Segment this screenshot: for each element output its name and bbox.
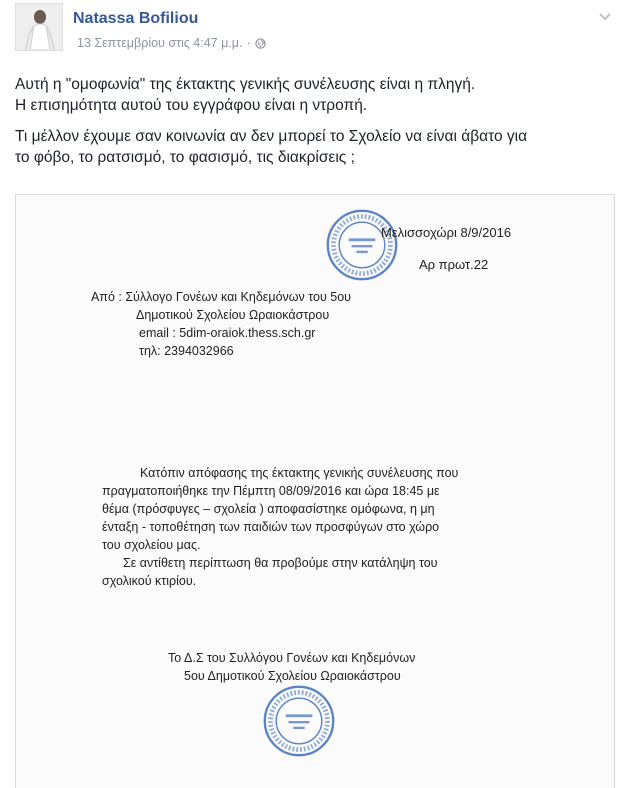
document-place-date: Μελισσοχώρι 8/9/2016 — [381, 225, 512, 240]
document-phone: τηλ: 2394032966 — [139, 344, 234, 358]
post-header — [15, 3, 615, 55]
post-meta — [77, 36, 266, 50]
post-text-line: Η επισημότητα αυτού του εγγράφου είναι η ντροπή. — [15, 97, 368, 114]
document-body-line: Κατόπιν απόφασης της έκτακτης γενικής συνέλευσης που — [140, 466, 459, 480]
post-options-button[interactable] — [597, 9, 613, 25]
document-signature-line: Το Δ.Σ του Συλλόγου Γονέων και Κηδεμόνων — [168, 651, 416, 665]
document-protocol-number: Αρ πρωτ.22 — [419, 257, 489, 272]
stamp-top — [324, 207, 400, 283]
post-text-line: Τι μέλλον έχουμε σαν κοινωνία αν δεν μπορεί το Σχολείο να είναι άβατο για — [15, 128, 528, 145]
post-text — [15, 74, 610, 178]
document-body-line: θέμα (πρόσφυγες – σχολεία ) αποφασίστηκε ομόφωνα, η μη — [102, 502, 435, 516]
document-signature-line: 5ου Δημοτικού Σχολείου Ωραιοκάστρου — [184, 669, 401, 683]
post-timestamp[interactable]: 13 Σεπτεμβρίου στις 4:47 μ.μ. — [77, 36, 243, 50]
meta-separator: · — [246, 36, 251, 50]
document-from-line: Δημοτικού Σχολείου Ωραιοκάστρου — [136, 308, 330, 322]
author-avatar[interactable] — [15, 3, 63, 51]
document-body-line: πραγματοποιήθηκε την Πέμπτη 08/09/2016 και ώρα 18:45 με — [102, 484, 440, 498]
post-text-line: το φόβο, το ρατσισμό, το φασισμό, τις διακρίσεις ; — [15, 149, 355, 166]
stamp-bottom — [261, 683, 337, 759]
document-body-line: ένταξη - τοποθέτηση των παιδιών των προσφύγων στο χώρο — [102, 520, 440, 534]
document-from-line: Από : Σύλλογο Γονέων και Κηδεμόνων του 5ου — [91, 290, 352, 304]
attached-photo[interactable] — [15, 194, 615, 788]
avatar-image — [16, 4, 62, 50]
document-body-line: Σε αντίθετη περίπτωση θα προβούμε στην κατάληψη του — [123, 556, 438, 570]
chevron-down-icon — [599, 13, 611, 21]
post-author-name[interactable]: Natassa Bofiliou — [73, 10, 199, 27]
document-email: email : 5dim-oraiok.thess.sch.gr — [139, 326, 316, 340]
globe-icon[interactable] — [255, 38, 266, 49]
document-body-line: του σχολείου μας. — [102, 538, 201, 552]
scanned-document — [16, 195, 614, 788]
document-body-line: σχολικού κτιρίου. — [102, 574, 197, 588]
post-text-line: Αυτή η "ομοφωνία" της έκτακτης γενικής συνέλευσης είναι η πληγή. — [15, 76, 476, 93]
